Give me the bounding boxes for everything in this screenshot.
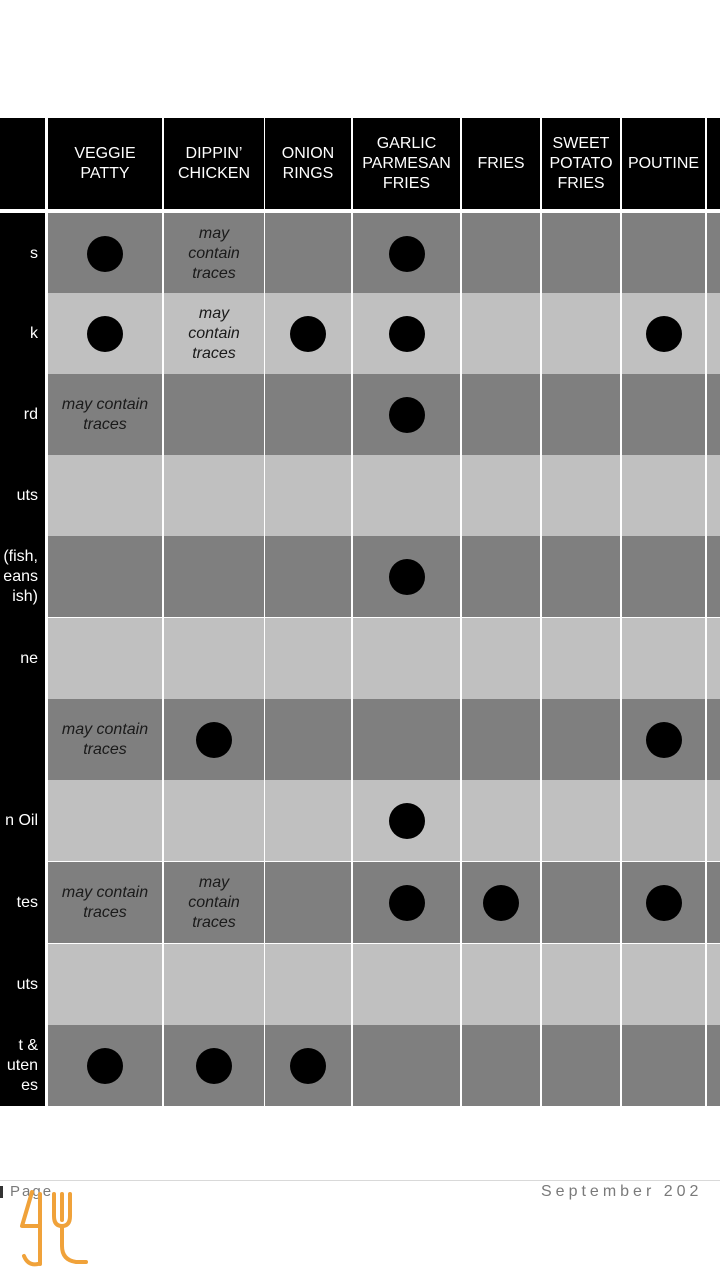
- allergen-cell: [353, 213, 460, 294]
- allergen-cell: [542, 780, 620, 861]
- allergen-cell: [48, 536, 162, 617]
- allergen-cell: [462, 374, 540, 455]
- allergen-cell: [622, 536, 705, 617]
- row-label: k: [30, 324, 38, 342]
- allergen-cell: [48, 1025, 162, 1106]
- allergen-cell: [48, 213, 162, 294]
- row-label: ne: [20, 649, 38, 667]
- allergen-cell: [353, 862, 460, 943]
- allergen-cell: [462, 780, 540, 861]
- allergen-cell: [265, 1025, 351, 1106]
- allergen-cell: [622, 374, 705, 455]
- allergen-cell: [164, 374, 264, 455]
- allergen-cell: [542, 455, 620, 536]
- contains-dot-icon: [646, 316, 682, 352]
- allergen-cell: [622, 455, 705, 536]
- contains-dot-icon: [196, 722, 232, 758]
- column-header: DIPPIN’ CHICKEN: [164, 118, 264, 209]
- allergen-cell: [265, 618, 351, 699]
- column-header: FRIES: [462, 118, 540, 209]
- allergen-cell: [622, 699, 705, 780]
- allergen-cell: [707, 293, 720, 374]
- contains-dot-icon: [290, 1048, 326, 1084]
- column-header: VEGGIE PATTY: [48, 118, 162, 209]
- allergen-cell: [265, 374, 351, 455]
- allergen-cell: [164, 536, 264, 617]
- may-contain-note: may contain traces: [188, 304, 240, 362]
- allergen-cell: [164, 455, 264, 536]
- allergen-cell: [353, 374, 460, 455]
- allergen-cell: [353, 618, 460, 699]
- allergen-cell: [707, 699, 720, 780]
- allergen-cell: [164, 862, 264, 943]
- allergen-cell: [542, 213, 620, 294]
- allergen-cell: [462, 213, 540, 294]
- contains-dot-icon: [389, 803, 425, 839]
- contains-dot-icon: [87, 316, 123, 352]
- may-contain-note: may contain traces: [188, 224, 240, 282]
- allergen-cell: [622, 213, 705, 294]
- column-header: ONION RINGS: [265, 118, 351, 209]
- allergen-cell: [48, 374, 162, 455]
- fork-and-spoon-logo: [14, 1186, 90, 1270]
- allergen-cell: [353, 455, 460, 536]
- allergen-cell: [164, 618, 264, 699]
- allergen-cell: [353, 293, 460, 374]
- allergen-cell: [265, 944, 351, 1025]
- contains-dot-icon: [87, 1048, 123, 1084]
- allergen-cell: [707, 1025, 720, 1106]
- allergen-cell: [353, 944, 460, 1025]
- row-label: n Oil: [5, 811, 38, 829]
- allergen-cell: [622, 293, 705, 374]
- allergen-cell: [462, 944, 540, 1025]
- contains-dot-icon: [646, 722, 682, 758]
- allergen-cell: [48, 699, 162, 780]
- allergen-cell: [462, 699, 540, 780]
- allergen-cell: [462, 618, 540, 699]
- allergen-cell: [707, 213, 720, 294]
- row-label: uts: [16, 486, 38, 504]
- column-header: [707, 118, 720, 209]
- allergen-cell: [164, 944, 264, 1025]
- contains-dot-icon: [196, 1048, 232, 1084]
- allergen-cell: [353, 536, 460, 617]
- allergen-cell: [164, 699, 264, 780]
- allergen-cell: [707, 455, 720, 536]
- allergen-cell: [707, 618, 720, 699]
- footer-date: September 202: [541, 1183, 703, 1200]
- allergen-cell: [265, 862, 351, 943]
- allergen-cell: [542, 536, 620, 617]
- footer-page-label: Page: [10, 1183, 54, 1200]
- allergen-cell: [622, 862, 705, 943]
- allergen-cell: [707, 780, 720, 861]
- allergen-cell: [622, 944, 705, 1025]
- allergen-cell: [462, 536, 540, 617]
- footer-marker: [0, 1186, 3, 1198]
- column-header: [0, 118, 45, 209]
- allergen-cell: [265, 455, 351, 536]
- allergen-cell: [462, 455, 540, 536]
- column-header: SWEET POTATO FRIES: [542, 118, 620, 209]
- contains-dot-icon: [389, 559, 425, 595]
- column-header: POUTINE: [622, 118, 705, 209]
- allergen-cell: [353, 780, 460, 861]
- allergen-cell: [462, 1025, 540, 1106]
- allergen-cell: [48, 862, 162, 943]
- allergen-cell: [48, 944, 162, 1025]
- allergen-cell: [542, 374, 620, 455]
- row-label: [0, 699, 38, 780]
- allergen-cell: [265, 780, 351, 861]
- contains-dot-icon: [389, 316, 425, 352]
- contains-dot-icon: [389, 885, 425, 921]
- allergen-cell: [542, 1025, 620, 1106]
- row-label: rd: [23, 405, 38, 423]
- allergen-cell: [622, 618, 705, 699]
- allergen-cell: [542, 618, 620, 699]
- row-label: tes: [16, 893, 38, 911]
- footer-divider: [0, 1180, 720, 1181]
- column-header: GARLIC PARMESAN FRIES: [353, 118, 460, 209]
- contains-dot-icon: [290, 316, 326, 352]
- contains-dot-icon: [646, 885, 682, 921]
- allergen-cell: [707, 862, 720, 943]
- allergen-cell: [462, 862, 540, 943]
- allergen-cell: [265, 699, 351, 780]
- may-contain-note: may contain traces: [61, 720, 149, 758]
- allergen-cell: [707, 536, 720, 617]
- contains-dot-icon: [483, 885, 519, 921]
- allergen-cell: [707, 944, 720, 1025]
- contains-dot-icon: [389, 236, 425, 272]
- allergen-cell: [542, 293, 620, 374]
- contains-dot-icon: [389, 397, 425, 433]
- may-contain-note: may contain traces: [61, 395, 149, 433]
- allergen-cell: [265, 536, 351, 617]
- may-contain-note: may contain traces: [188, 873, 240, 931]
- allergen-cell: [462, 293, 540, 374]
- allergen-cell: [542, 862, 620, 943]
- allergen-cell: [353, 699, 460, 780]
- allergen-cell: [265, 293, 351, 374]
- allergen-cell: [164, 293, 264, 374]
- allergen-cell: [542, 944, 620, 1025]
- row-label: uts: [16, 975, 38, 993]
- row-label: (fish, eans ish): [3, 547, 38, 605]
- row-label: t & uten es: [6, 1036, 38, 1094]
- may-contain-note: may contain traces: [61, 883, 149, 921]
- allergen-cell: [164, 1025, 264, 1106]
- allergen-cell: [265, 213, 351, 294]
- allergen-cell: [353, 1025, 460, 1106]
- allergen-cell: [48, 618, 162, 699]
- allergen-cell: [48, 780, 162, 861]
- allergen-cell: [164, 780, 264, 861]
- allergen-cell: [164, 213, 264, 294]
- row-label: s: [30, 244, 38, 262]
- allergen-cell: [622, 1025, 705, 1106]
- allergen-cell: [622, 780, 705, 861]
- allergen-cell: [48, 293, 162, 374]
- allergen-cell: [707, 374, 720, 455]
- contains-dot-icon: [87, 236, 123, 272]
- allergen-cell: [542, 699, 620, 780]
- allergen-cell: [48, 455, 162, 536]
